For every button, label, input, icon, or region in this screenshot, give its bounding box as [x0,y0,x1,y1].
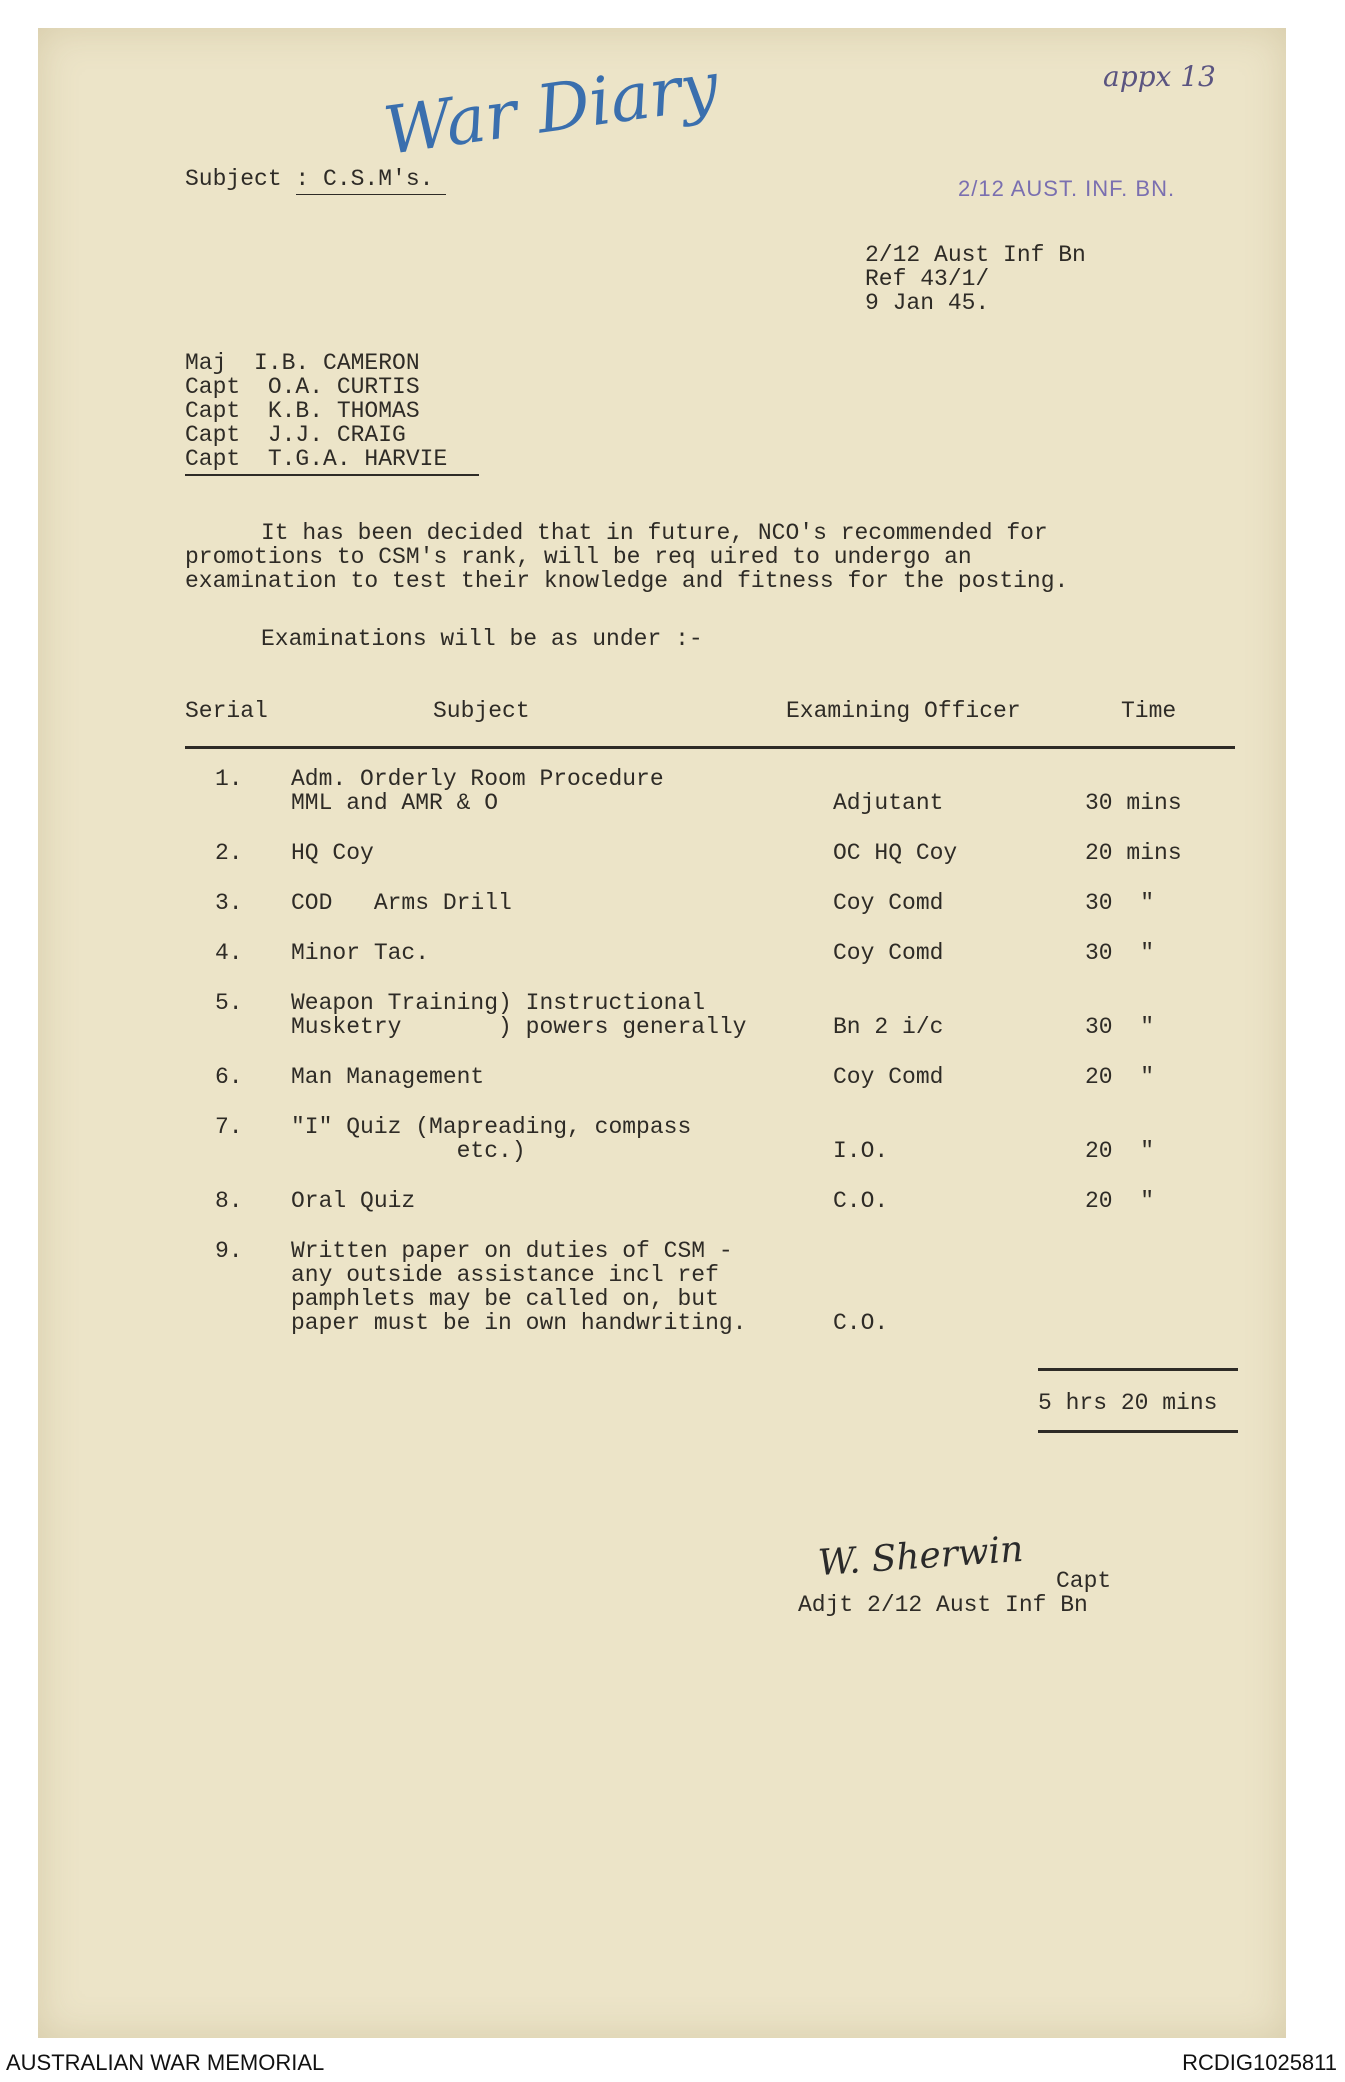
footer-source: AUSTRALIAN WAR MEMORIAL [6,2050,325,2075]
row-subject: paper must be in own handwriting. [291,1310,747,1336]
row-serial: 1. [215,766,243,792]
appendix-annotation: appx 13 [1103,60,1216,93]
row-officer: Coy Comd [833,890,944,916]
row-subject: "I" Quiz (Mapreading, compass [291,1114,692,1140]
row-subject: etc.) [291,1138,526,1164]
row-serial: 8. [215,1188,243,1214]
header-subject: Subject [433,698,530,724]
row-officer: Coy Comd [833,1064,944,1090]
row-subject: Musketry ) powers generally [291,1014,747,1040]
row-subject: Written paper on duties of CSM - [291,1238,733,1264]
row-time: 20 " [1085,1064,1155,1090]
unit-stamp: 2/12 AUST. INF. BN. [958,176,1176,201]
row-time: 30 " [1085,890,1155,916]
body-line: Examinations will be as under :- [261,626,703,652]
addressee: Capt O.A. CURTIS [185,374,420,400]
total-rule-bottom [1038,1430,1238,1433]
reference-date: 9 Jan 45. [865,290,990,316]
reference-unit: 2/12 Aust Inf Bn [865,242,1086,268]
reference-number: Ref 43/1/ [865,266,990,292]
row-time: 20 " [1085,1188,1155,1214]
row-subject: Oral Quiz [291,1188,416,1214]
total-rule-top [1038,1368,1238,1371]
footer-id: RCDIG1025811 [1182,2050,1337,2075]
row-subject: COD Arms Drill [291,890,512,916]
row-serial: 2. [215,840,243,866]
row-serial: 7. [215,1114,243,1140]
row-time: 20 " [1085,1138,1155,1164]
header-time: Time [1121,698,1177,724]
header-officer: Examining Officer [786,698,1021,724]
addressee: Maj I.B. CAMERON [185,350,420,376]
row-serial: 5. [215,990,243,1016]
body-line: examination to test their knowledge and fitness for the posting. [185,568,1069,594]
subject-underline [296,194,446,195]
signature-rank: Capt [1056,1568,1112,1594]
row-subject: MML and AMR & O [291,790,499,816]
row-time: 20 mins [1085,840,1182,866]
row-subject: Weapon Training) Instructional [291,990,706,1016]
addressee: Capt K.B. THOMAS [185,398,420,424]
row-officer: C.O. [833,1188,889,1214]
header-rule [185,746,1235,749]
row-officer: Adjutant [833,790,944,816]
total-time: 5 hrs 20 mins [1038,1390,1218,1416]
row-time: 30 mins [1085,790,1182,816]
row-serial: 9. [215,1238,243,1264]
document-sheet [38,28,1286,2038]
row-serial: 4. [215,940,243,966]
row-officer: I.O. [833,1138,889,1164]
handwritten-signature: W. Sherwin [816,1528,1025,1585]
header-serial: Serial [185,698,268,724]
war-diary-annotation: War Diary [379,46,723,171]
row-subject: pamphlets may be called on, but [291,1286,719,1312]
row-officer: C.O. [833,1310,889,1336]
row-subject: Minor Tac. [291,940,430,966]
row-officer: Coy Comd [833,940,944,966]
body-line: It has been decided that in future, NCO's recommended for [261,520,1048,546]
signature-title: Adjt 2/12 Aust Inf Bn [798,1592,1088,1618]
row-subject: HQ Coy [291,840,374,866]
row-subject: Adm. Orderly Room Procedure [291,766,664,792]
row-time: 30 " [1085,940,1155,966]
addressee-underline [185,474,479,476]
subject-line: Subject : C.S.M's. [185,166,434,192]
row-subject: Man Management [291,1064,485,1090]
footer-bar [0,2038,1345,2082]
row-time: 30 " [1085,1014,1155,1040]
addressee: Capt J.J. CRAIG [185,422,406,448]
row-officer: Bn 2 i/c [833,1014,944,1040]
addressee: Capt T.G.A. HARVIE [185,446,448,472]
row-serial: 6. [215,1064,243,1090]
row-serial: 3. [215,890,243,916]
body-line: promotions to CSM's rank, will be req uired to undergo an [185,544,972,570]
row-officer: OC HQ Coy [833,840,958,866]
row-subject: any outside assistance incl ref [291,1262,719,1288]
